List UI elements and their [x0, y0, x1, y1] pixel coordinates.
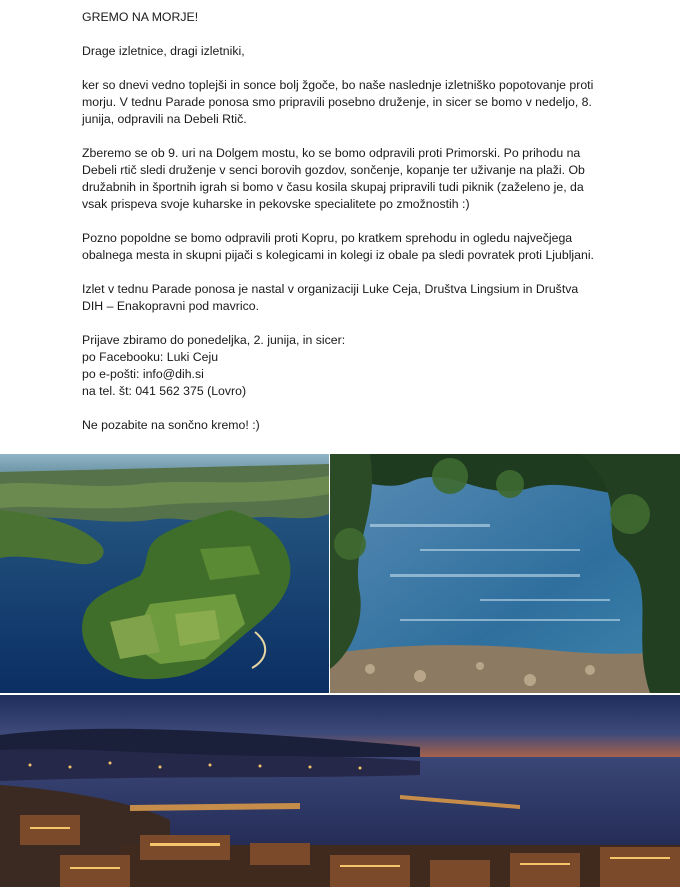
registration-block	[82, 332, 602, 400]
aerial-peninsula-photo	[0, 454, 329, 693]
letter-title: GREMO NA MORJE!	[82, 10, 199, 24]
letter-greeting: Drage izletnice, dragi izletniki,	[82, 44, 245, 58]
paragraph-program: Zberemo se ob 9. uri na Dolgem mostu, ko se bomo odpravili proti Primorski. Po prihodu na Debeli rtič sledi druženje v senci borovih gozdov, sončenje, kopanje ter uživanje na plaži. Ob družabnih in športnih igrah si bomo v času kosila skupaj pripravili tudi piknik (zaželeno je, da vsak prispeva svoje kuharske in pekovske specialitete po zmožnostih :)	[82, 146, 585, 211]
registration-intro: Prijave zbiramo do ponedeljka, 2. junija, in sicer:	[82, 333, 346, 347]
registration-phone: na tel. št: 041 562 375 (Lovro)	[82, 384, 247, 398]
paragraph-intro: ker so dnevi vedno toplejši in sonce bolj žgoče, bo naše naslednje izletniško popotovanje proti morju. V tednu Parade ponosa smo pripravili posebno druženje, in sicer se bomo v nedeljo, 8. junija, odpravili na Debeli Rtič.	[82, 78, 594, 126]
night-coastal-town-photo	[0, 695, 680, 887]
letter	[82, 9, 602, 451]
paragraph-organizers: Izlet v tednu Parade ponosa je nastal v organizaciji Luke Ceja, Društva Lingsium in Društva DIH – Enakopravni pod mavrico.	[82, 282, 579, 313]
paragraph-afternoon: Pozno popoldne se bomo odpravili proti Kopru, po kratkem sprehodu in ogledu največjega obalnega mesta in skupni pijači s kolegicami in kolegi iz obale pa sledi povratek proti Ljubljani.	[82, 231, 594, 262]
registration-email: po e-pošti: info@dih.si	[82, 367, 204, 381]
photo-collage	[0, 454, 680, 887]
registration-facebook: po Facebooku: Luki Ceju	[82, 350, 219, 364]
letter-closing: Ne pozabite na sončno kremo! :)	[82, 418, 260, 432]
sea-under-pines-photo	[330, 454, 680, 693]
